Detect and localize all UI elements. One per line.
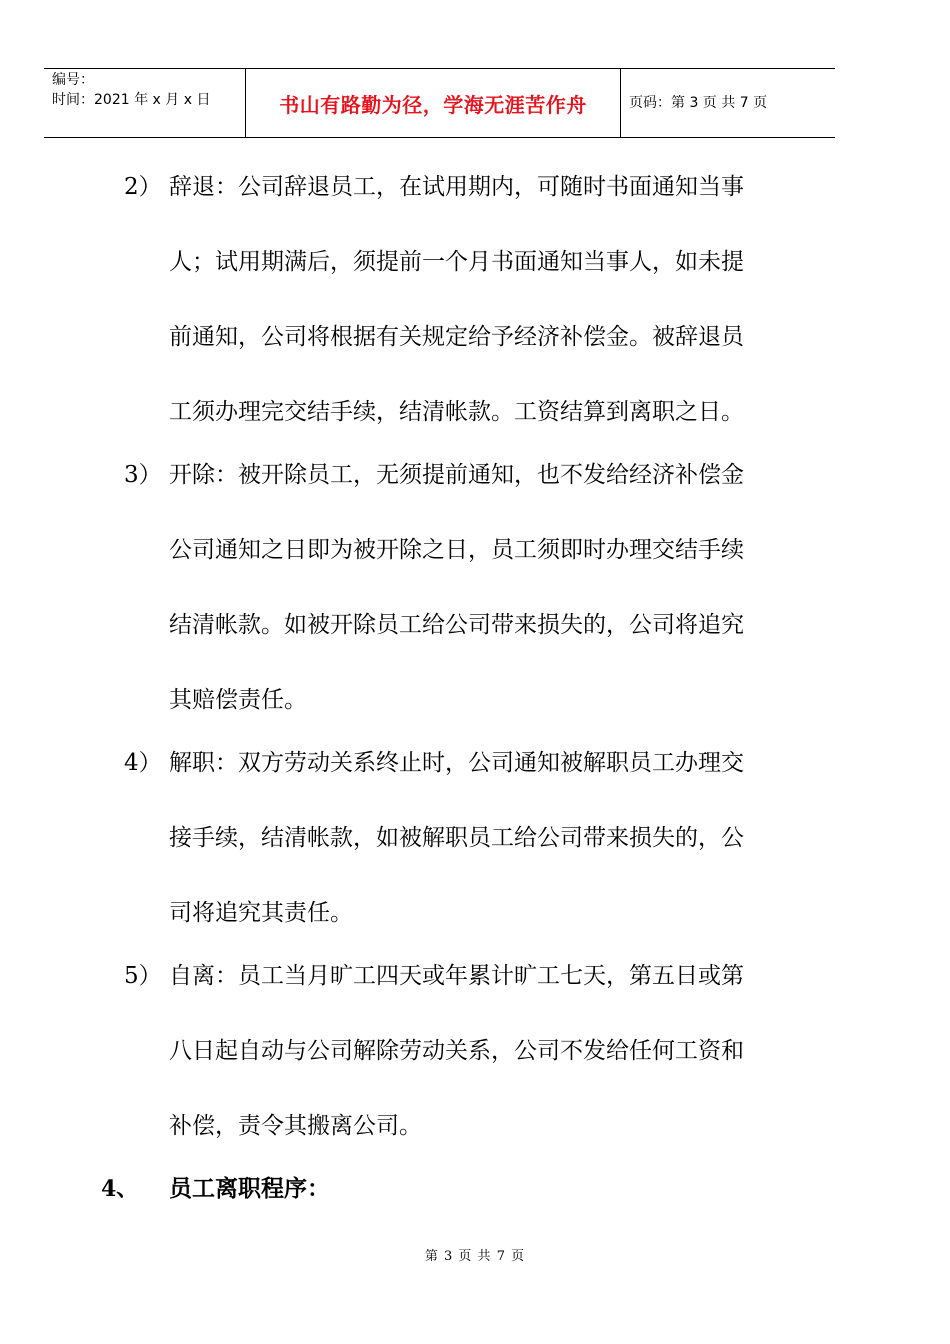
page-footer: 第 3 页 共 7 页 [424,1249,526,1264]
header-meta-cell [44,69,246,137]
paragraph-line: 人；试用期满后，须提前一个月书面通知当事人，如未提 [169,249,744,275]
paragraph-line: 自离：员工当月旷工四天或年累计旷工七天，第五日或第 [169,963,744,989]
paragraph-line: 工须办理完交结手续，结清帐款。工资结算到离职之日。 [169,399,744,425]
list-item-number: 3） [124,462,162,488]
page-info: 页码：第 3 页 共 7 页 [629,95,768,111]
header-page-cell [621,69,835,137]
list-item-number: 5） [124,963,162,989]
paragraph-line: 司将追究其责任。 [169,900,353,926]
list-item-number: 4） [124,750,162,776]
section-number: 4、 [101,1176,139,1202]
document-header [44,68,835,138]
header-motto-cell [246,69,621,137]
paragraph-line: 开除：被开除员工，无须提前通知，也不发给经济补偿金 [169,462,744,488]
paragraph-line: 辞退：公司辞退员工，在试用期内，可随时书面通知当事 [169,174,744,200]
paragraph-line: 补偿，责令其搬离公司。 [169,1113,422,1139]
paragraph-line: 其赔偿责任。 [169,687,307,713]
list-item-number: 2） [124,174,162,200]
paragraph-line: 公司通知之日即为被开除之日，员工须即时办理交结手续 [169,537,744,563]
header-motto: 书山有路勤为径，学海无涯苦作舟 [279,92,587,117]
paragraph-line: 结清帐款。如被开除员工给公司带来损失的，公司将追究 [169,612,744,638]
section-title: 员工离职程序： [169,1176,330,1202]
number-label: 编号： [52,72,94,88]
time-label: 时间：2021 年 x 月 x 日 [52,92,211,108]
paragraph-line: 前通知，公司将根据有关规定给予经济补偿金。被辞退员 [169,324,744,350]
paragraph-line: 接手续，结清帐款，如被解职员工给公司带来损失的，公 [169,825,744,851]
paragraph-line: 八日起自动与公司解除劳动关系，公司不发给任何工资和 [169,1038,744,1064]
paragraph-line: 解职：双方劳动关系终止时，公司通知被解职员工办理交 [169,750,744,776]
